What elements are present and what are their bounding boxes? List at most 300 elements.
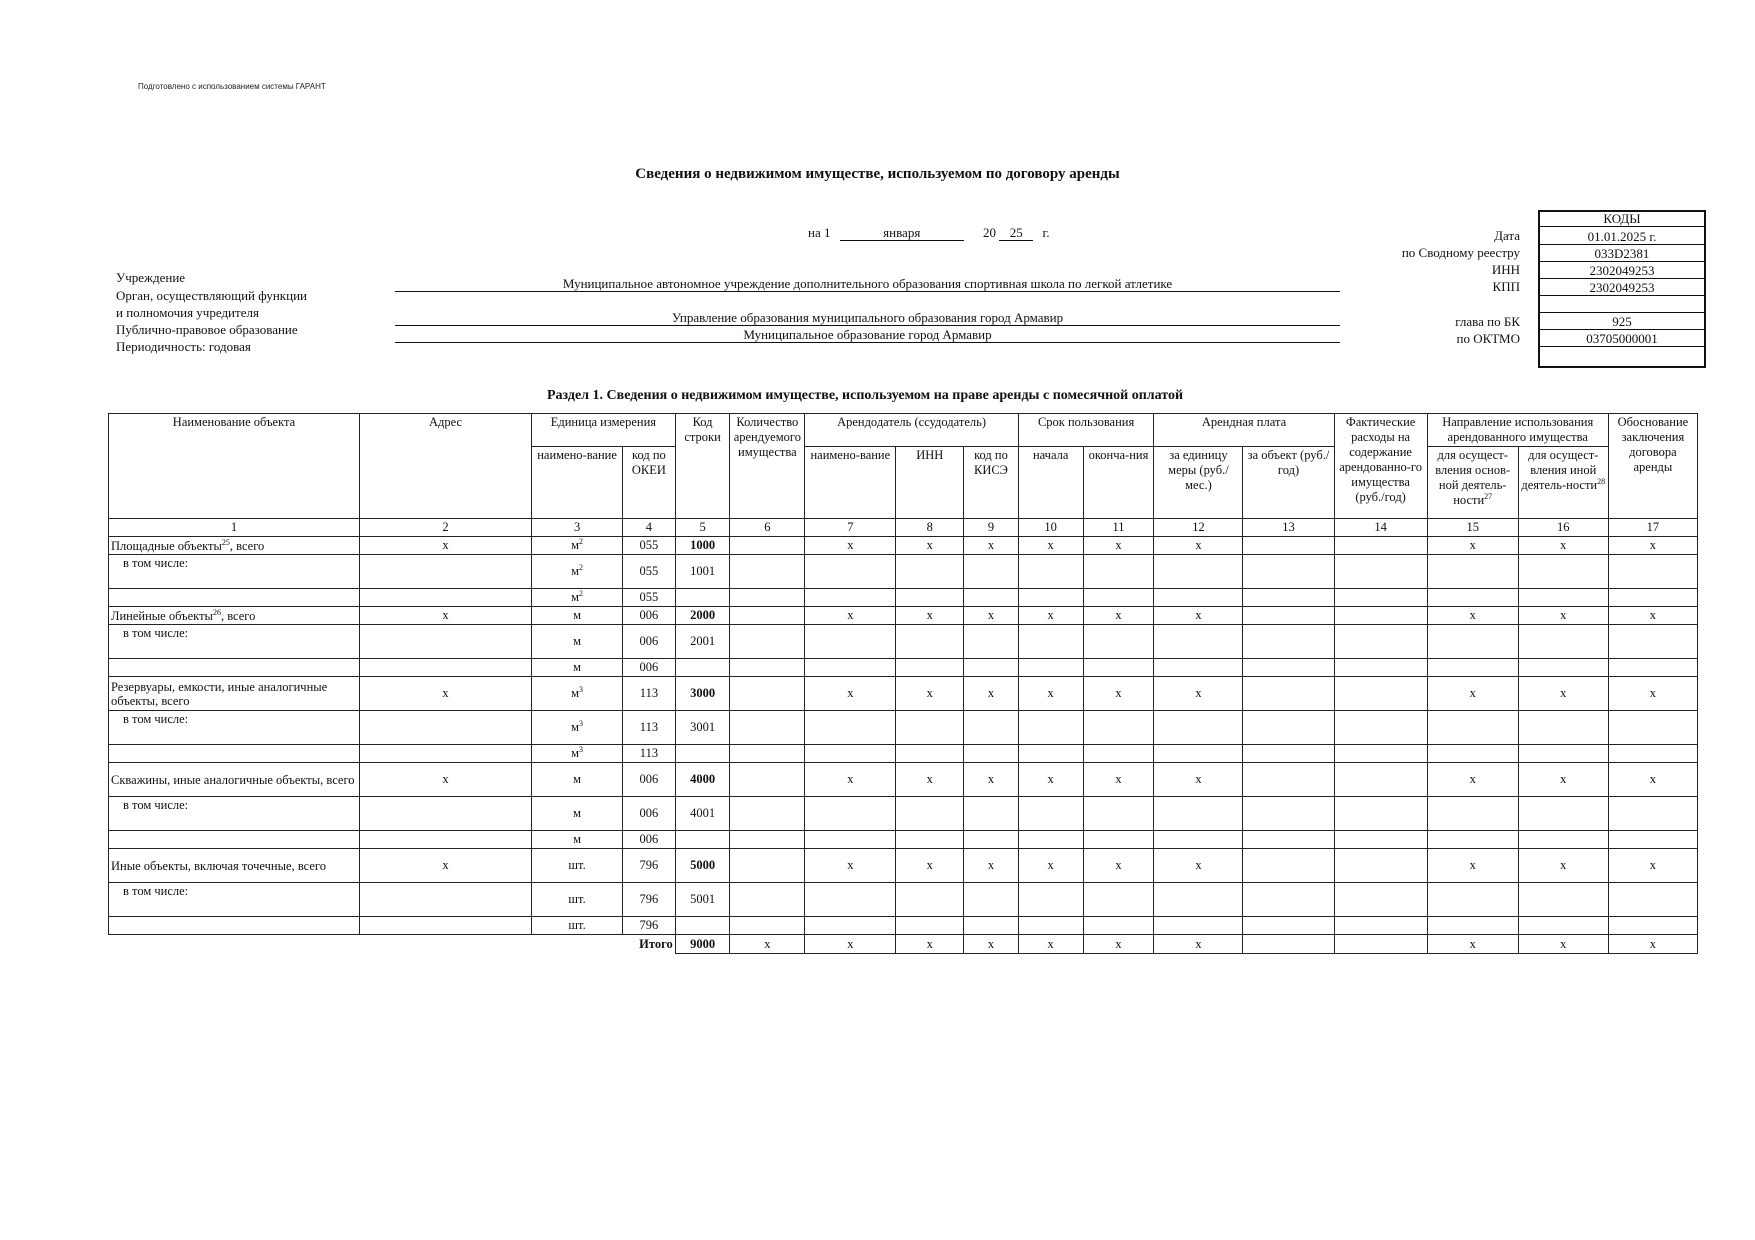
object-name bbox=[109, 607, 360, 625]
section-title: Раздел 1. Сведения о недвижимом имуществе, используемом на праве аренды с помесячной оплатой bbox=[546, 388, 1184, 403]
direction-main-cell: х bbox=[1427, 935, 1518, 954]
address-cell bbox=[359, 745, 531, 763]
data-cell-col-13 bbox=[1243, 745, 1334, 763]
value-authority: Управление образования муниципального образования город Армавир bbox=[395, 310, 1340, 326]
codes-value-date: 01.01.2025 г. bbox=[1540, 228, 1704, 245]
header-unit: Единица измерения bbox=[532, 414, 676, 447]
data-cell-col-6 bbox=[730, 797, 805, 831]
garant-note: Подготовлено с использованием системы ГАРАНТ bbox=[138, 82, 326, 91]
data-cell-col-16 bbox=[1518, 883, 1608, 917]
term-start-cell: х bbox=[1018, 607, 1083, 625]
data-cell-col-6 bbox=[730, 917, 805, 935]
codes-label-registry: по Сводному реестру bbox=[1401, 245, 1520, 260]
data-cell-col-9 bbox=[964, 797, 1019, 831]
data-cell-col-9 bbox=[964, 659, 1019, 677]
line-code-cell bbox=[675, 917, 730, 935]
rent-unit-cell: х bbox=[1154, 763, 1243, 797]
direction-other-cell: х bbox=[1518, 607, 1608, 625]
line-code-cell bbox=[675, 659, 730, 677]
term-end-cell: х bbox=[1083, 537, 1154, 555]
data-cell-col-6 bbox=[730, 831, 805, 849]
unit-name: м bbox=[571, 720, 580, 734]
column-number-5: 5 bbox=[675, 519, 730, 537]
actual-costs-cell bbox=[1334, 677, 1427, 711]
line-code-cell: 2001 bbox=[675, 625, 730, 659]
quantity-cell bbox=[730, 607, 805, 625]
unit-name: м bbox=[573, 832, 582, 846]
header-basis: Обоснование заключения договора аренды bbox=[1608, 414, 1697, 519]
value-public-entity: Муниципальное образование город Армавир bbox=[395, 327, 1340, 343]
data-cell-col-8 bbox=[896, 659, 964, 677]
unit-cell bbox=[532, 555, 623, 589]
quantity-cell bbox=[730, 677, 805, 711]
including-label: в том числе: bbox=[109, 625, 360, 659]
basis-cell: х bbox=[1608, 935, 1697, 954]
date-suffix: г. bbox=[1042, 225, 1050, 240]
column-number-14: 14 bbox=[1334, 519, 1427, 537]
line-code-cell: 1000 bbox=[675, 537, 730, 555]
okei-code-cell: 006 bbox=[623, 763, 676, 797]
lessor-name-cell: х bbox=[805, 537, 896, 555]
header-lessor-name: наимено-вание bbox=[805, 447, 896, 519]
object-name-text: Резервуары, емкости, иные аналогичные объекты, всего bbox=[111, 679, 328, 708]
data-cell-col-16 bbox=[1518, 589, 1608, 607]
actual-costs-cell bbox=[1334, 849, 1427, 883]
unit-name: м bbox=[571, 746, 580, 760]
column-number-13: 13 bbox=[1243, 519, 1334, 537]
header-direction: Направление использования арендованного имущества bbox=[1427, 414, 1608, 447]
rent-object-cell bbox=[1243, 607, 1334, 625]
okei-code-cell: 113 bbox=[623, 677, 676, 711]
header-unit-name: наимено-вание bbox=[532, 447, 623, 519]
data-cell-col-12 bbox=[1154, 589, 1243, 607]
data-cell-col-8 bbox=[896, 883, 964, 917]
data-cell-col-13 bbox=[1243, 555, 1334, 589]
table-row-total-2000 bbox=[109, 607, 1698, 625]
data-cell-col-8 bbox=[896, 711, 964, 745]
data-cell-col-8 bbox=[896, 745, 964, 763]
object-name bbox=[109, 537, 360, 555]
unit-name: м bbox=[573, 806, 582, 820]
codes-empty-row bbox=[1540, 296, 1704, 313]
object-name bbox=[109, 659, 360, 677]
actual-costs-cell bbox=[1334, 537, 1427, 555]
data-cell-col-11 bbox=[1083, 831, 1154, 849]
data-cell-col-12 bbox=[1154, 831, 1243, 849]
including-label: в том числе: bbox=[109, 711, 360, 745]
unit-cell bbox=[532, 711, 623, 745]
column-number-4: 4 bbox=[623, 519, 676, 537]
okei-code-cell: 055 bbox=[623, 589, 676, 607]
quantity-cell: х bbox=[730, 935, 805, 954]
table-row-sub-5001 bbox=[109, 883, 1698, 917]
unit-name: м bbox=[573, 608, 582, 622]
data-cell-col-6 bbox=[730, 589, 805, 607]
data-cell-col-15 bbox=[1427, 797, 1518, 831]
object-name bbox=[109, 849, 360, 883]
data-cell-col-15 bbox=[1427, 711, 1518, 745]
codes-value-inn: 2302049253 bbox=[1540, 262, 1704, 279]
okei-code-cell: 796 bbox=[623, 849, 676, 883]
term-start-cell: х bbox=[1018, 935, 1083, 954]
header-address: Адрес bbox=[359, 414, 531, 519]
data-cell-col-11 bbox=[1083, 745, 1154, 763]
data-cell-col-11 bbox=[1083, 883, 1154, 917]
data-cell-col-8 bbox=[896, 589, 964, 607]
data-cell-col-12 bbox=[1154, 711, 1243, 745]
address-cell: х bbox=[359, 607, 531, 625]
codes-value-kpp: 2302049253 bbox=[1540, 279, 1704, 296]
codes-label-inn: ИНН bbox=[1491, 262, 1520, 277]
header-rent: Арендная плата bbox=[1154, 414, 1334, 447]
data-cell-col-17 bbox=[1608, 659, 1697, 677]
data-cell-col-14 bbox=[1334, 797, 1427, 831]
unit-cell bbox=[532, 763, 623, 797]
data-cell-col-8 bbox=[896, 831, 964, 849]
line-code-cell: 4000 bbox=[675, 763, 730, 797]
data-cell-col-8 bbox=[896, 625, 964, 659]
okei-code-cell: 113 bbox=[623, 711, 676, 745]
rent-object-cell bbox=[1243, 849, 1334, 883]
line-code-cell: 5001 bbox=[675, 883, 730, 917]
quantity-cell bbox=[730, 849, 805, 883]
lessor-name-cell: х bbox=[805, 935, 896, 954]
unit-cell bbox=[532, 677, 623, 711]
data-cell-col-15 bbox=[1427, 883, 1518, 917]
unit-name: м bbox=[573, 660, 582, 674]
okei-code-cell: 006 bbox=[623, 797, 676, 831]
header-quantity: Количество арендуемого имущества bbox=[730, 414, 805, 519]
data-cell-col-17 bbox=[1608, 555, 1697, 589]
data-cell-col-17 bbox=[1608, 625, 1697, 659]
term-start-cell: х bbox=[1018, 849, 1083, 883]
label-authority-2: и полномочия учредителя bbox=[116, 305, 259, 320]
unit-cell bbox=[532, 745, 623, 763]
data-cell-col-12 bbox=[1154, 883, 1243, 917]
address-cell bbox=[359, 917, 531, 935]
lessor-name-cell: х bbox=[805, 849, 896, 883]
data-cell-col-15 bbox=[1427, 745, 1518, 763]
line-code-cell: 5000 bbox=[675, 849, 730, 883]
data-cell-col-8 bbox=[896, 917, 964, 935]
term-start-cell: х bbox=[1018, 537, 1083, 555]
data-cell-col-7 bbox=[805, 745, 896, 763]
basis-cell: х bbox=[1608, 537, 1697, 555]
data-cell-col-11 bbox=[1083, 917, 1154, 935]
actual-costs-cell bbox=[1334, 763, 1427, 797]
unit-sup: 2 bbox=[579, 536, 584, 546]
unit-cell bbox=[532, 607, 623, 625]
data-cell-col-14 bbox=[1334, 745, 1427, 763]
data-cell-col-14 bbox=[1334, 625, 1427, 659]
okei-code-cell: 796 bbox=[623, 917, 676, 935]
data-cell-col-10 bbox=[1018, 917, 1083, 935]
okei-code-cell: 006 bbox=[623, 831, 676, 849]
data-cell-col-17 bbox=[1608, 797, 1697, 831]
data-cell-col-14 bbox=[1334, 831, 1427, 849]
data-cell-col-9 bbox=[964, 745, 1019, 763]
object-name-suffix: , всего bbox=[220, 608, 256, 623]
line-code-cell: 3001 bbox=[675, 711, 730, 745]
data-cell-col-10 bbox=[1018, 625, 1083, 659]
column-number-1: 1 bbox=[109, 519, 360, 537]
including-label: в том числе: bbox=[109, 883, 360, 917]
data-cell-col-15 bbox=[1427, 555, 1518, 589]
term-start-cell: х bbox=[1018, 763, 1083, 797]
direction-other-cell: х bbox=[1518, 849, 1608, 883]
data-cell-col-8 bbox=[896, 797, 964, 831]
data-cell-col-13 bbox=[1243, 883, 1334, 917]
document-title: Сведения о недвижимом имуществе, используемом по договору аренды bbox=[635, 166, 1120, 182]
data-cell-col-12 bbox=[1154, 917, 1243, 935]
line-code-cell: 1001 bbox=[675, 555, 730, 589]
term-end-cell: х bbox=[1083, 935, 1154, 954]
unit-name: м bbox=[571, 564, 580, 578]
data-cell-col-9 bbox=[964, 555, 1019, 589]
data-cell-col-16 bbox=[1518, 831, 1608, 849]
direction-other-cell: х bbox=[1518, 763, 1608, 797]
header-name: Наименование объекта bbox=[109, 414, 360, 519]
address-cell bbox=[359, 625, 531, 659]
column-number-12: 12 bbox=[1154, 519, 1243, 537]
line-code-cell: 2000 bbox=[675, 607, 730, 625]
column-number-3: 3 bbox=[532, 519, 623, 537]
codes-value-oktmo: 03705000001 bbox=[1540, 330, 1704, 347]
data-cell-col-9 bbox=[964, 917, 1019, 935]
table-row-empty bbox=[109, 745, 1698, 763]
data-cell-col-14 bbox=[1334, 555, 1427, 589]
data-cell-col-12 bbox=[1154, 625, 1243, 659]
object-name bbox=[109, 589, 360, 607]
table-body bbox=[109, 519, 1698, 954]
address-cell bbox=[359, 589, 531, 607]
column-number-6: 6 bbox=[730, 519, 805, 537]
okei-code-cell: 796 bbox=[623, 883, 676, 917]
data-cell-col-17 bbox=[1608, 883, 1697, 917]
data-cell-col-10 bbox=[1018, 883, 1083, 917]
lessor-inn-cell: х bbox=[896, 849, 964, 883]
data-cell-col-17 bbox=[1608, 745, 1697, 763]
date-year: 25 bbox=[999, 226, 1033, 241]
data-cell-col-14 bbox=[1334, 883, 1427, 917]
direction-main-cell: х bbox=[1427, 677, 1518, 711]
header-direction-other-text: для осущест-вления иной деятель-ности bbox=[1521, 448, 1599, 492]
address-cell: х bbox=[359, 849, 531, 883]
unit-sup: 2 bbox=[579, 588, 584, 598]
total-label: Итого bbox=[639, 936, 673, 951]
data-cell-col-15 bbox=[1427, 831, 1518, 849]
column-number-7: 7 bbox=[805, 519, 896, 537]
data-cell-col-17 bbox=[1608, 917, 1697, 935]
date-year-prefix: 20 bbox=[982, 225, 996, 240]
term-end-cell: х bbox=[1083, 607, 1154, 625]
data-cell-col-11 bbox=[1083, 625, 1154, 659]
data-cell-col-10 bbox=[1018, 797, 1083, 831]
unit-name: м bbox=[573, 772, 582, 786]
basis-cell: х bbox=[1608, 607, 1697, 625]
header-direction-main-text: для осущест-вления основ-ной деятель-ности bbox=[1435, 448, 1511, 507]
address-cell: х bbox=[359, 763, 531, 797]
data-cell-col-15 bbox=[1427, 625, 1518, 659]
rent-unit-cell: х bbox=[1154, 677, 1243, 711]
object-name bbox=[109, 831, 360, 849]
header-lessor: Арендодатель (ссудодатель) bbox=[805, 414, 1019, 447]
address-cell bbox=[359, 659, 531, 677]
table-row-total-1000 bbox=[109, 537, 1698, 555]
data-cell-col-9 bbox=[964, 831, 1019, 849]
okei-code-cell: 006 bbox=[623, 625, 676, 659]
okei-code-cell: 113 bbox=[623, 745, 676, 763]
header-direction-other bbox=[1518, 447, 1608, 519]
data-cell-col-7 bbox=[805, 625, 896, 659]
total-line-code: 9000 bbox=[675, 935, 730, 954]
header-direction-main-sup: 27 bbox=[1484, 491, 1493, 501]
data-cell-col-10 bbox=[1018, 831, 1083, 849]
address-cell bbox=[359, 797, 531, 831]
term-end-cell: х bbox=[1083, 763, 1154, 797]
data-cell-col-6 bbox=[730, 711, 805, 745]
codes-header: КОДЫ bbox=[1538, 210, 1706, 227]
data-cell-col-9 bbox=[964, 883, 1019, 917]
unit-sup: 3 bbox=[579, 744, 584, 754]
table-row-empty bbox=[109, 917, 1698, 935]
data-cell-col-15 bbox=[1427, 589, 1518, 607]
label-authority-1: Орган, осуществляющий функции bbox=[116, 288, 307, 303]
column-number-15: 15 bbox=[1427, 519, 1518, 537]
rent-unit-cell: х bbox=[1154, 849, 1243, 883]
table-row-total-5000 bbox=[109, 849, 1698, 883]
object-name bbox=[109, 677, 360, 711]
table-row-sub-1001 bbox=[109, 555, 1698, 589]
object-name bbox=[109, 745, 360, 763]
table-row-total-4000 bbox=[109, 763, 1698, 797]
label-institution: Учреждение bbox=[116, 270, 186, 285]
okei-code-cell: 006 bbox=[623, 607, 676, 625]
unit-sup: 3 bbox=[579, 684, 584, 694]
codes-value-registry: 033D2381 bbox=[1540, 245, 1704, 262]
data-cell-col-9 bbox=[964, 589, 1019, 607]
unit-cell bbox=[532, 797, 623, 831]
data-cell-col-13 bbox=[1243, 917, 1334, 935]
data-cell-col-6 bbox=[730, 659, 805, 677]
direction-other-cell: х bbox=[1518, 537, 1608, 555]
data-cell-col-7 bbox=[805, 589, 896, 607]
table-row-grand-total bbox=[109, 935, 1698, 954]
actual-costs-cell bbox=[1334, 935, 1427, 954]
unit-name: м bbox=[571, 590, 580, 604]
data-cell-col-10 bbox=[1018, 589, 1083, 607]
date-month: января bbox=[840, 226, 964, 241]
unit-cell bbox=[532, 659, 623, 677]
data-cell-col-11 bbox=[1083, 555, 1154, 589]
header-term: Срок пользования bbox=[1018, 414, 1154, 447]
data-cell-col-16 bbox=[1518, 659, 1608, 677]
line-code-cell bbox=[675, 745, 730, 763]
data-cell-col-7 bbox=[805, 883, 896, 917]
header-actual-costs: Фактические расходы на содержание арендованно-го имущества (руб./год) bbox=[1334, 414, 1427, 519]
data-cell-col-8 bbox=[896, 555, 964, 589]
object-name-text: Скважины, иные аналогичные объекты, всего bbox=[111, 772, 355, 787]
unit-name: м bbox=[571, 538, 580, 552]
column-number-16: 16 bbox=[1518, 519, 1608, 537]
table-row-empty bbox=[109, 659, 1698, 677]
quantity-cell bbox=[730, 537, 805, 555]
quantity-cell bbox=[730, 763, 805, 797]
unit-cell bbox=[532, 883, 623, 917]
data-cell-col-7 bbox=[805, 831, 896, 849]
object-name-footnote: 25 bbox=[221, 537, 230, 547]
data-cell-col-13 bbox=[1243, 831, 1334, 849]
line-code-cell bbox=[675, 831, 730, 849]
value-institution: Муниципальное автономное учреждение дополнительного образования спортивная школа по легкой атлетике bbox=[395, 276, 1340, 292]
table-row-empty bbox=[109, 589, 1698, 607]
lessor-inn-cell: х bbox=[896, 763, 964, 797]
report-date-line bbox=[808, 225, 1050, 241]
unit-sup: 3 bbox=[579, 718, 584, 728]
okei-code-cell: 055 bbox=[623, 537, 676, 555]
data-cell-col-17 bbox=[1608, 589, 1697, 607]
line-code-cell bbox=[675, 589, 730, 607]
column-numbers-row bbox=[109, 519, 1698, 537]
unit-cell bbox=[532, 831, 623, 849]
table-row-total-3000 bbox=[109, 677, 1698, 711]
unit-cell bbox=[532, 849, 623, 883]
unit-sup: 2 bbox=[579, 562, 584, 572]
data-cell-col-11 bbox=[1083, 659, 1154, 677]
column-number-9: 9 bbox=[964, 519, 1019, 537]
rent-object-cell bbox=[1243, 935, 1334, 954]
data-cell-col-7 bbox=[805, 917, 896, 935]
data-cell-col-7 bbox=[805, 555, 896, 589]
data-cell-col-10 bbox=[1018, 745, 1083, 763]
direction-other-cell: х bbox=[1518, 677, 1608, 711]
data-cell-col-16 bbox=[1518, 711, 1608, 745]
data-cell-col-16 bbox=[1518, 797, 1608, 831]
data-cell-col-6 bbox=[730, 555, 805, 589]
data-cell-col-16 bbox=[1518, 625, 1608, 659]
address-cell bbox=[359, 883, 531, 917]
rent-unit-cell: х bbox=[1154, 935, 1243, 954]
data-cell-col-16 bbox=[1518, 917, 1608, 935]
data-cell-col-10 bbox=[1018, 711, 1083, 745]
rent-unit-cell: х bbox=[1154, 607, 1243, 625]
property-table bbox=[108, 413, 1698, 954]
term-start-cell: х bbox=[1018, 677, 1083, 711]
unit-name: шт. bbox=[568, 858, 586, 872]
header-lessor-kise: код по КИСЭ bbox=[964, 447, 1019, 519]
data-cell-col-9 bbox=[964, 711, 1019, 745]
column-number-2: 2 bbox=[359, 519, 531, 537]
header-lessor-inn: ИНН bbox=[896, 447, 964, 519]
lessor-name-cell: х bbox=[805, 607, 896, 625]
line-code-cell: 4001 bbox=[675, 797, 730, 831]
lessor-kise-cell: х bbox=[964, 677, 1019, 711]
basis-cell: х bbox=[1608, 677, 1697, 711]
data-cell-col-13 bbox=[1243, 711, 1334, 745]
table-row-sub-2001 bbox=[109, 625, 1698, 659]
data-cell-col-10 bbox=[1018, 555, 1083, 589]
data-cell-col-17 bbox=[1608, 831, 1697, 849]
lessor-kise-cell: х bbox=[964, 537, 1019, 555]
object-name bbox=[109, 763, 360, 797]
lessor-kise-cell: х bbox=[964, 763, 1019, 797]
data-cell-col-15 bbox=[1427, 659, 1518, 677]
object-name-text: Иные объекты, включая точечные, всего bbox=[111, 858, 326, 873]
lessor-name-cell: х bbox=[805, 763, 896, 797]
data-cell-col-12 bbox=[1154, 797, 1243, 831]
codes-label-kpp: КПП bbox=[1492, 279, 1520, 294]
okei-code-cell: 006 bbox=[623, 659, 676, 677]
